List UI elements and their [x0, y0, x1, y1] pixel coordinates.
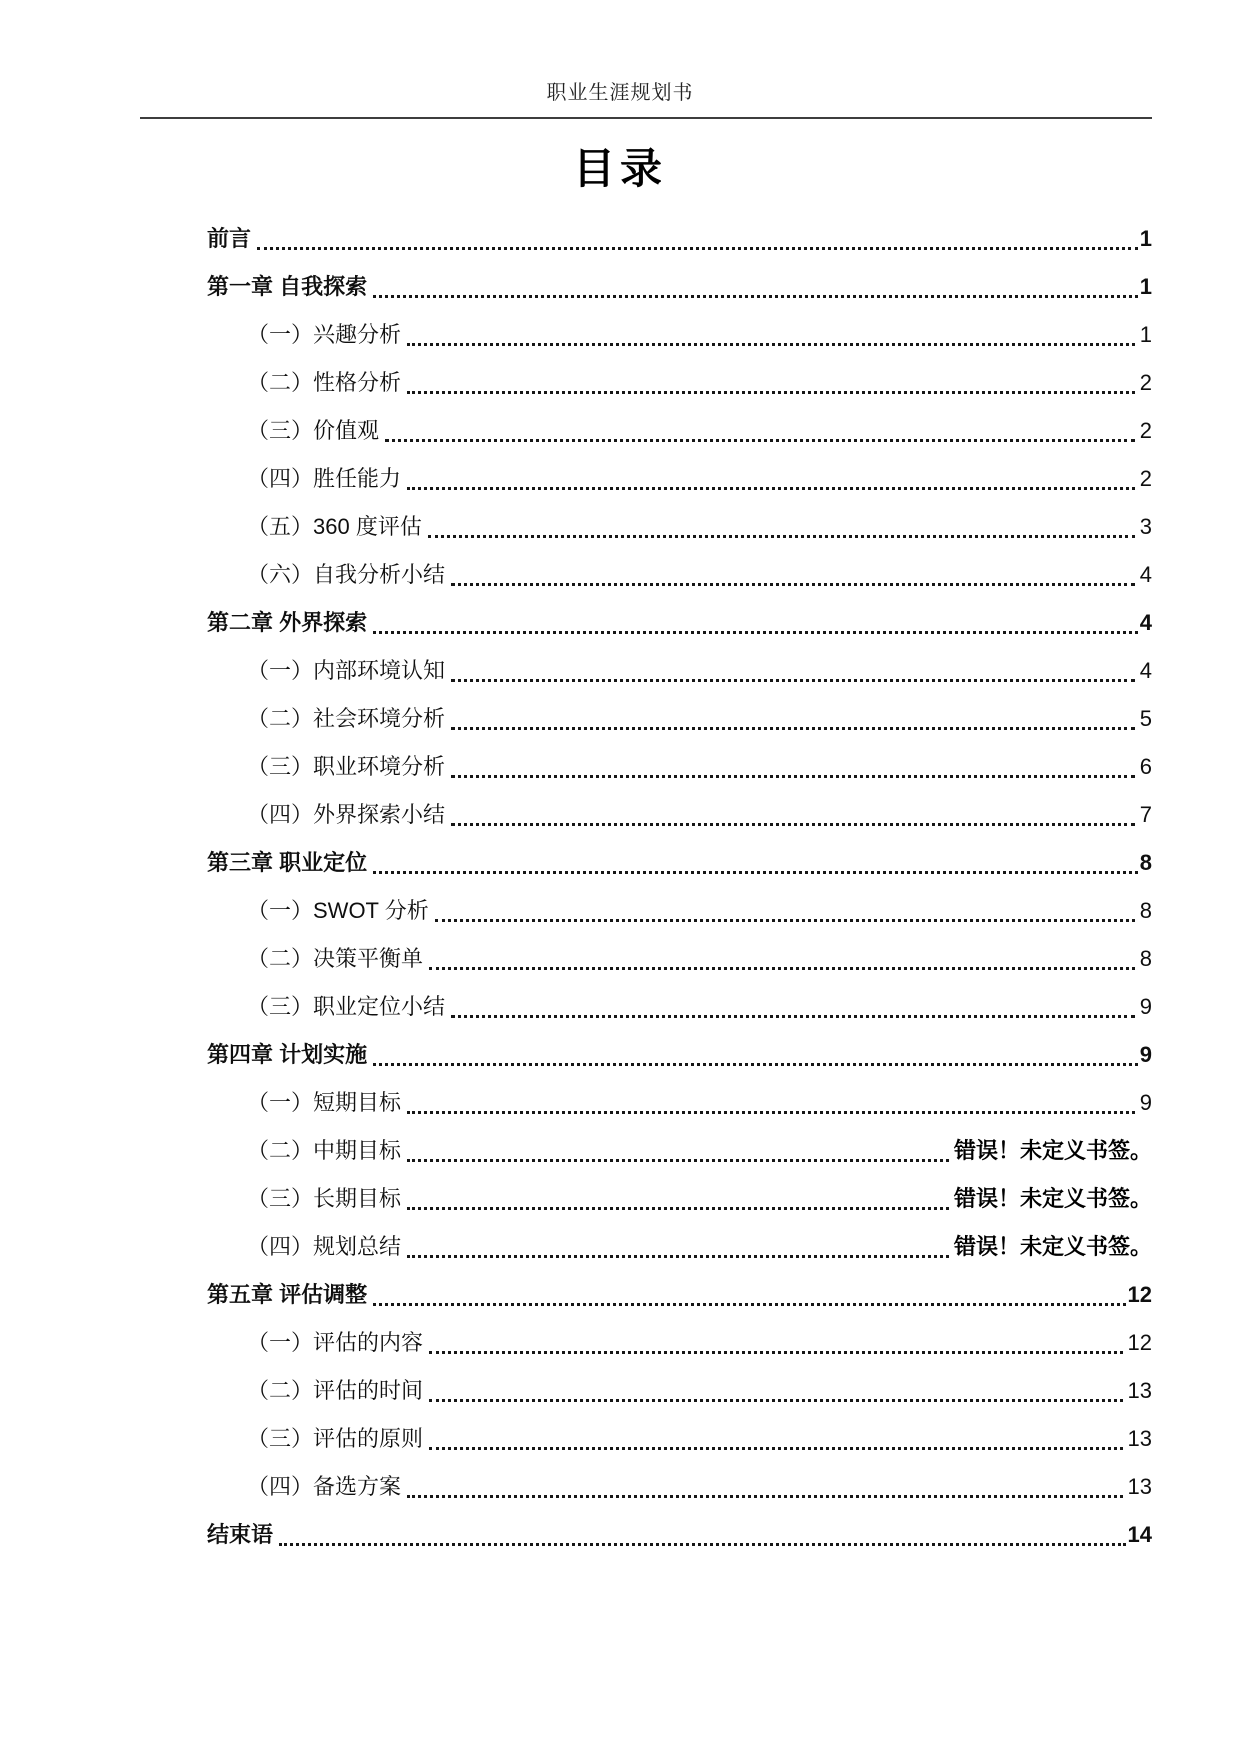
- toc-dot-leader: [407, 391, 1135, 394]
- toc-entry-label: （二）决策平衡单: [247, 946, 424, 971]
- toc-dot-leader: [451, 583, 1135, 586]
- toc-page-number: 14: [1127, 1522, 1152, 1547]
- toc-entry-label: 第五章 评估调整: [207, 1282, 368, 1307]
- toc-entry[interactable]: [207, 743, 1152, 791]
- toc-entry[interactable]: [207, 1319, 1152, 1367]
- toc-entry-label: （一）SWOT 分析: [247, 898, 429, 923]
- toc-page-number: 2: [1139, 466, 1152, 491]
- toc-dot-leader: [407, 487, 1135, 490]
- toc-dot-leader: [429, 1399, 1123, 1402]
- toc-entry-label: 第二章 外界探索: [207, 610, 368, 635]
- toc-entry-label: （三）评估的原则: [247, 1426, 424, 1451]
- toc-dot-leader: [429, 1447, 1123, 1450]
- toc-dot-leader: [279, 1543, 1126, 1546]
- toc-dot-leader: [407, 1495, 1123, 1498]
- toc-entry[interactable]: [207, 455, 1152, 503]
- toc-dot-leader: [451, 727, 1135, 730]
- toc-page-number: 4: [1139, 562, 1152, 587]
- toc-dot-leader: [407, 343, 1135, 346]
- toc-dot-leader: [451, 679, 1135, 682]
- toc-page-number: 8: [1139, 946, 1152, 971]
- toc-page-number: 13: [1127, 1378, 1152, 1403]
- toc-page-number: 13: [1127, 1474, 1152, 1499]
- toc-dot-leader: [385, 439, 1135, 442]
- toc-entry[interactable]: [207, 1511, 1152, 1559]
- toc-entry-label: 第一章 自我探索: [207, 274, 368, 299]
- toc-entry[interactable]: [207, 1127, 1152, 1175]
- toc-page-number: 9: [1139, 1042, 1152, 1067]
- header-divider: [140, 117, 1152, 119]
- toc-dot-leader: [429, 967, 1135, 970]
- toc-entry-label: （四）规划总结: [247, 1234, 402, 1259]
- toc-page-number: 4: [1139, 610, 1152, 635]
- toc-dot-leader: [451, 1015, 1135, 1018]
- toc-entry-label: （一）评估的内容: [247, 1330, 424, 1355]
- toc-page-number: 12: [1127, 1282, 1152, 1307]
- toc-entry[interactable]: [207, 263, 1152, 311]
- toc-title: 目录: [572, 145, 667, 192]
- toc-entry[interactable]: [207, 791, 1152, 839]
- toc-page-number: 2: [1139, 370, 1152, 395]
- toc-entry[interactable]: [207, 887, 1152, 935]
- toc-entry[interactable]: [207, 695, 1152, 743]
- toc-entry[interactable]: [207, 359, 1152, 407]
- toc-dot-leader: [373, 1063, 1138, 1066]
- toc-dot-leader: [407, 1207, 949, 1210]
- toc-entry-label: 前言: [207, 226, 252, 251]
- toc-error-label: 错误！未定义书签。: [953, 1186, 1152, 1211]
- toc-page-number: 3: [1139, 514, 1152, 539]
- toc-page-number: 4: [1139, 658, 1152, 683]
- toc-entry[interactable]: [207, 1415, 1152, 1463]
- toc-page-number: 2: [1139, 418, 1152, 443]
- toc-entry-label: 第三章 职业定位: [207, 850, 368, 875]
- toc-page-number: 13: [1127, 1426, 1152, 1451]
- toc-page-number: 9: [1139, 1090, 1152, 1115]
- toc-dot-leader: [435, 919, 1135, 922]
- toc-entry-label: （二）中期目标: [247, 1138, 402, 1163]
- toc-page-number: 1: [1139, 226, 1152, 251]
- toc-page-number: 12: [1127, 1330, 1152, 1355]
- toc-dot-leader: [257, 247, 1138, 250]
- toc-entry-label: （六）自我分析小结: [247, 562, 446, 587]
- toc-entry-label: （四）备选方案: [247, 1474, 402, 1499]
- toc-dot-leader: [373, 871, 1138, 874]
- toc-entry[interactable]: [207, 407, 1152, 455]
- toc-entry[interactable]: [207, 551, 1152, 599]
- toc-entry[interactable]: [207, 935, 1152, 983]
- toc-dot-leader: [373, 631, 1138, 634]
- toc-entry-label: （二）社会环境分析: [247, 706, 446, 731]
- toc-error-label: 错误！未定义书签。: [953, 1234, 1152, 1259]
- toc-entry-label: （三）职业环境分析: [247, 754, 446, 779]
- toc-entry[interactable]: [207, 839, 1152, 887]
- toc-entry-label: （三）长期目标: [247, 1186, 402, 1211]
- toc-dot-leader: [373, 295, 1138, 298]
- toc-entry[interactable]: [207, 983, 1152, 1031]
- page-header-title: 职业生涯规划书: [546, 82, 694, 104]
- toc-entry-label: （一）内部环境认知: [247, 658, 446, 683]
- toc-entry-label: 结束语: [207, 1522, 274, 1547]
- toc-entry[interactable]: [207, 1079, 1152, 1127]
- toc-entry[interactable]: [207, 1271, 1152, 1319]
- toc-dot-leader: [407, 1111, 1135, 1114]
- toc-entry-label: （五）360 度评估: [247, 514, 422, 539]
- toc-page-number: 7: [1139, 802, 1152, 827]
- toc-page-number: 1: [1139, 322, 1152, 347]
- toc-page-number: 8: [1139, 898, 1152, 923]
- toc-entry-label: （一）兴趣分析: [247, 322, 402, 347]
- toc-entry-label: （三）价值观: [247, 418, 380, 443]
- toc-page-number: 6: [1139, 754, 1152, 779]
- toc-entry[interactable]: [207, 647, 1152, 695]
- toc-entry-label: （一）短期目标: [247, 1090, 402, 1115]
- toc-list: [207, 215, 1152, 1559]
- toc-page-number: 1: [1139, 274, 1152, 299]
- toc-entry[interactable]: [207, 503, 1152, 551]
- toc-entry[interactable]: [207, 1463, 1152, 1511]
- toc-entry[interactable]: [207, 1367, 1152, 1415]
- toc-dot-leader: [407, 1159, 949, 1162]
- toc-page-number: 8: [1139, 850, 1152, 875]
- toc-dot-leader: [451, 775, 1135, 778]
- toc-entry[interactable]: [207, 1223, 1152, 1271]
- toc-entry-label: （二）性格分析: [247, 370, 402, 395]
- toc-error-label: 错误！未定义书签。: [953, 1138, 1152, 1163]
- toc-entry-label: （三）职业定位小结: [247, 994, 446, 1019]
- toc-entry[interactable]: [207, 1031, 1152, 1079]
- toc-entry-label: （四）胜任能力: [247, 466, 402, 491]
- toc-dot-leader: [407, 1255, 949, 1258]
- toc-entry-label: 第四章 计划实施: [207, 1042, 368, 1067]
- toc-page-number: 9: [1139, 994, 1152, 1019]
- toc-entry[interactable]: [207, 1175, 1152, 1223]
- toc-entry[interactable]: [207, 215, 1152, 263]
- toc-entry-label: （二）评估的时间: [247, 1378, 424, 1403]
- toc-entry[interactable]: [207, 311, 1152, 359]
- toc-entry-label: （四）外界探索小结: [247, 802, 446, 827]
- toc-dot-leader: [428, 535, 1135, 538]
- toc-dot-leader: [451, 823, 1135, 826]
- toc-entry[interactable]: [207, 599, 1152, 647]
- toc-dot-leader: [429, 1351, 1123, 1354]
- toc-dot-leader: [373, 1303, 1125, 1306]
- toc-page-number: 5: [1139, 706, 1152, 731]
